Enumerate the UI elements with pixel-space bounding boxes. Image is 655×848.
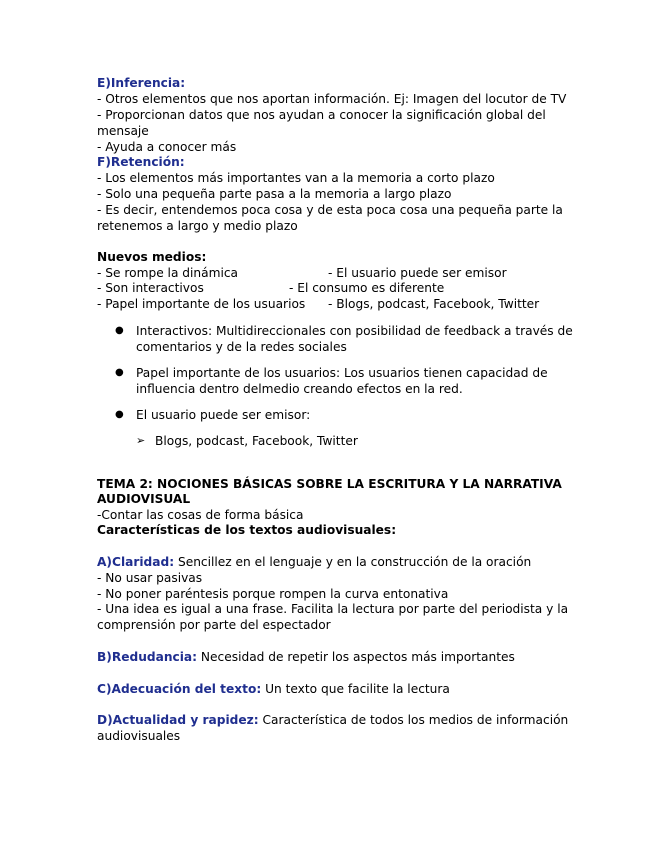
nuevos-medios-right: - El consumo es diferente [289,281,445,295]
claridad-text: Sencillez en el lenguaje y en la construcción de la oración [174,555,532,569]
nuevos-medios-left: - Son interactivos [97,281,204,295]
claridad-line [97,554,531,570]
bullet-dot-icon: ● [115,325,124,336]
inferencia-line: - Proporcionan datos que nos ayudan a conocer la significación global del [97,108,546,122]
sub-bullet-text: Blogs, podcast, Facebook, Twitter [155,434,358,448]
caracteristicas-heading: Características de los textos audiovisuales: [97,523,397,537]
bullet-text: El usuario puede ser emisor: [136,408,311,422]
actualidad-line2: audiovisuales [97,729,181,743]
actualidad-line [97,712,568,728]
inferencia-line: - Ayuda a conocer más [97,140,237,154]
bullet-text: Interactivos: Multidireccionales con posibilidad de feedback a través de [136,324,573,338]
inferencia-line: - Otros elementos que nos aportan información. Ej: Imagen del locutor de TV [97,92,567,106]
claridad-heading: A)Claridad: [97,555,175,569]
nuevos-medios-right: - El usuario puede ser emisor [328,266,507,280]
retencion-line: retenemos a largo y medio plazo [97,219,298,233]
bullet-text: Papel importante de los usuarios: Los usuarios tienen capacidad de [136,366,548,380]
nuevos-medios-left: - Papel importante de los usuarios [97,297,306,311]
nuevos-medios-heading: Nuevos medios: [97,250,207,264]
claridad-item: - No usar pasivas [97,571,203,585]
tema2-title: TEMA 2: NOCIONES BÁSICAS SOBRE LA ESCRITURA Y LA NARRATIVA [97,477,562,491]
retencion-line: - Solo una pequeña parte pasa a la memoria a largo plazo [97,187,452,201]
redudancia-heading: B)Redudancia: [97,650,198,664]
claridad-item: comprensión por parte del espectador [97,618,331,632]
inferencia-heading: E)Inferencia: [97,76,186,90]
redudancia-text: Necesidad de repetir los aspectos más importantes [197,650,515,664]
actualidad-text: Característica de todos los medios de información [258,713,569,727]
nuevos-medios-right: - Blogs, podcast, Facebook, Twitter [328,297,540,311]
bullet-text: comentarios y de la redes sociales [136,340,347,354]
bullet-dot-icon: ● [115,367,124,378]
tema2-title: AUDIOVISUAL [97,492,191,506]
nuevos-medios-left: - Se rompe la dinámica [97,266,239,280]
retencion-line: - Los elementos más importantes van a la memoria a corto plazo [97,171,495,185]
actualidad-heading: D)Actualidad y rapidez: [97,713,259,727]
retencion-line: - Es decir, entendemos poca cosa y de esta poca cosa una pequeña parte la [97,203,563,217]
redudancia-line [97,649,515,665]
arrow-bullet-icon: ➢ [136,434,146,447]
inferencia-line: mensaje [97,124,149,138]
retencion-heading: F)Retención: [97,155,185,169]
claridad-item: - No poner paréntesis porque rompen la curva entonativa [97,587,449,601]
claridad-item: - Una idea es igual a una frase. Facilita la lectura por parte del periodista y la [97,602,569,616]
adecuacion-line [97,681,450,697]
bullet-text: influencia dentro delmedio creando efectos en la red. [136,382,463,396]
adecuacion-heading: C)Adecuación del texto: [97,682,262,696]
adecuacion-text: Un texto que facilite la lectura [261,682,450,696]
tema2-subtitle: -Contar las cosas de forma básica [97,508,304,522]
bullet-dot-icon: ● [115,409,124,420]
